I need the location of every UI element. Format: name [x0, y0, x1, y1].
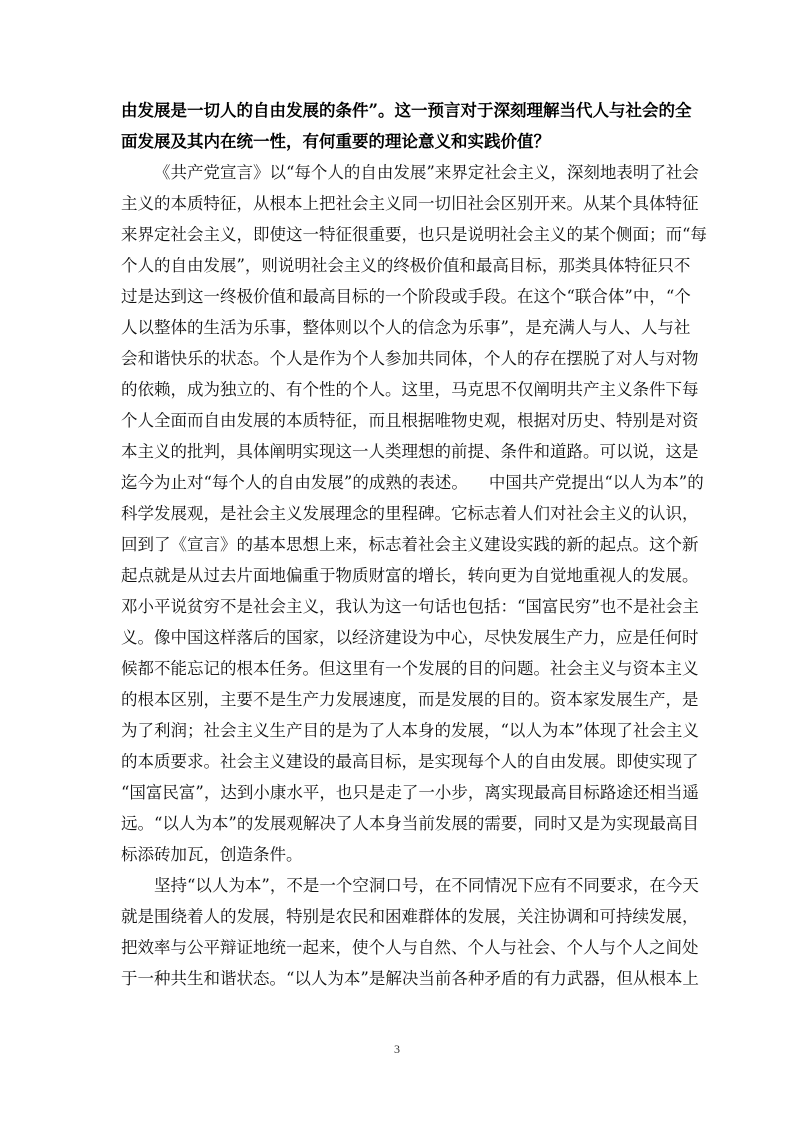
- question-line-1: 由发展是一切人的自由发展的条件”。这一预言对于深刻理解当代人与社会的全: [121, 101, 692, 120]
- paragraph-1-line-8: 的依赖，成为独立的、有个性的个人。这里，马克思不仅阐明共产主义条件下每: [121, 380, 699, 399]
- paragraph-1-line-7: 会和谐快乐的状态。个人是作为个人参加共同体，个人的存在摆脱了对人与对物: [121, 349, 699, 368]
- page-body: [121, 95, 707, 994]
- paragraph-1-line-2: 主义的本质特征，从根本上把社会主义同一切旧社会区别开来。从某个具体特征: [121, 194, 699, 213]
- paragraph-1-line-19: 为了利润；社会主义生产目的是为了人本身的发展，“以人为本”体现了社会主义: [121, 721, 699, 740]
- paragraph-1-line-21: “国富民富”，达到小康水平，也只是走了一小步，离实现最高目标路途还相当遥: [121, 783, 699, 802]
- paragraph-2-line-1: 坚持“以人为本”，不是一个空洞口号，在不同情况下应有不同要求，在今天: [154, 876, 699, 895]
- paragraph-1-line-14: 起点就是从过去片面地偏重于物质财富的增长，转向更为自觉地重视人的发展。: [121, 566, 699, 585]
- paragraph-1-line-9: 个人全面而自由发展的本质特征，而且根据唯物史观，根据对历史、特别是对资: [121, 411, 699, 430]
- paragraph-2-line-3: 把效率与公平辩证地统一起来，使个人与自然、个人与社会、个人与个人之间处: [121, 938, 699, 957]
- paragraph-1-line-13: 回到了《宣言》的基本思想上来，标志着社会主义建设实践的新的起点。这个新: [121, 535, 699, 554]
- paragraph-1-line-18: 的根本区别，主要不是生产力发展速度，而是发展的目的。资本家发展生产，是: [121, 690, 699, 709]
- paragraph-2-line-4: 于一种共生和谐状态。“以人为本”是解决当前各种矛盾的有力武器，但从根本上: [121, 969, 699, 988]
- paragraph-1-line-5: 过是达到这一终极价值和最高目标的一个阶段或手段。在这个“联合体”中，“个: [121, 287, 691, 306]
- paragraph-1-line-15: 邓小平说贫穷不是社会主义，我认为这一句话也包括：“国富民穷”也不是社会主: [121, 597, 699, 616]
- paragraph-1-line-16: 义。像中国这样落后的国家，以经济建设为中心，尽快发展生产力，应是任何时: [121, 628, 699, 647]
- paragraph-1-line-12: 科学发展观，是社会主义发展理念的里程碑。它标志着人们对社会主义的认识，: [121, 504, 699, 523]
- question-line-2: 面发展及其内在统一性，有何重要的理论意义和实践价值？: [121, 132, 550, 151]
- page-number: 3: [394, 1042, 400, 1056]
- paragraph-1-line-23: 标添砖加瓦，创造条件。: [121, 845, 303, 864]
- paragraph-1-line-1: 《共产党宣言》以“每个人的自由发展”来界定社会主义，深刻地表明了社会: [154, 163, 699, 182]
- paragraph-1-line-17: 候都不能忘记的根本任务。但这里有一个发展的目的问题。社会主义与资本主义: [121, 659, 699, 678]
- paragraph-1-line-22: 远。“以人为本”的发展观解决了人本身当前发展的需要，同时又是为实现最高目: [121, 814, 699, 833]
- paragraph-1-line-3: 来界定社会主义，即使这一特征很重要，也只是说明社会主义的某个侧面；而“每: [121, 225, 707, 244]
- paragraph-2-line-2: 就是围绕着人的发展，特别是农民和困难群体的发展，关注协调和可持续发展，: [121, 907, 699, 926]
- paragraph-1-line-11: 迄今为止对“每个人的自由发展”的成熟的表述。 中国共产党提出“以人为本”的: [121, 473, 704, 492]
- paragraph-1-line-4: 个人的自由发展”，则说明社会主义的终极价值和最高目标，那类具体特征只不: [121, 256, 691, 275]
- paragraph-1-line-10: 本主义的批判，具体阐明实现这一人类理想的前提、条件和道路。可以说，这是: [121, 442, 699, 461]
- paragraph-1-line-20: 的本质要求。社会主义建设的最高目标，是实现每个人的自由发展。即使实现了: [121, 752, 699, 771]
- paragraph-1-line-6: 人以整体的生活为乐事，整体则以个人的信念为乐事”，是充满人与人、人与社: [121, 318, 691, 337]
